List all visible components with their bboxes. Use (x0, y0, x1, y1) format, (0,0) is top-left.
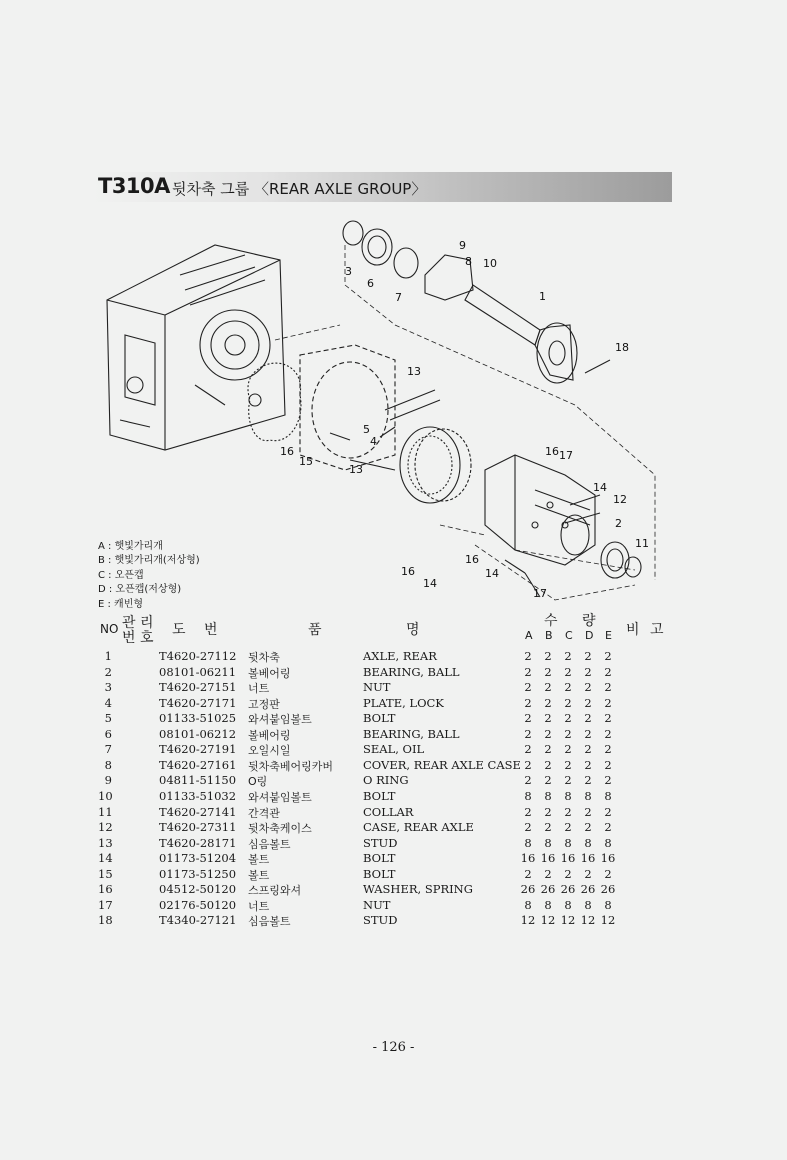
col-no: NO (100, 622, 119, 636)
row-name-korean: 볼트 (248, 868, 270, 882)
row-part-number: T4620-27141 (159, 804, 237, 819)
axle-shaft (465, 285, 577, 383)
axle-housing (300, 345, 395, 470)
table-row (98, 758, 678, 774)
row-qty-a: 2 (524, 820, 532, 835)
legend-item: B : 햇빛가리개(저상형) (98, 555, 200, 567)
row-part-number: 01173-51204 (159, 851, 237, 866)
row-name-english: BEARING, BALL (363, 726, 460, 741)
row-part-number: 01133-51032 (159, 788, 237, 803)
row-name-korean: 볼트 (248, 853, 270, 867)
row-part-number: T4620-27161 (159, 757, 237, 772)
row-name-korean: 와셔붙임볼트 (248, 713, 312, 727)
row-qty-d: 2 (584, 820, 592, 835)
col-bango: 번 호 (122, 630, 154, 646)
row-no: 18 (98, 913, 113, 928)
transmission-housing (107, 245, 285, 450)
callout-18: 18 (615, 341, 629, 354)
row-name-english: STUD (363, 835, 398, 850)
row-part-number: T4620-27311 (159, 820, 237, 835)
row-qty-c: 2 (564, 680, 572, 695)
row-qty-e: 2 (604, 711, 612, 726)
row-name-english: COVER, REAR AXLE CASE (363, 757, 521, 772)
row-qty-b: 2 (544, 757, 552, 772)
table-row (98, 680, 678, 696)
row-no: 13 (98, 835, 113, 850)
row-no: 4 (104, 695, 112, 710)
callout-16c: 16 (465, 553, 479, 566)
row-name-english: SEAL, OIL (363, 742, 425, 757)
row-no: 17 (98, 897, 113, 912)
row-part-number: T4620-27112 (159, 649, 237, 663)
row-qty-b: 2 (544, 711, 552, 726)
row-no: 7 (104, 742, 112, 757)
row-qty-e: 2 (604, 757, 612, 772)
row-no: 3 (104, 680, 112, 695)
row-qty-b: 12 (540, 913, 556, 928)
row-no: 10 (98, 788, 113, 803)
row-qty-c: 8 (564, 788, 572, 803)
callout-3: 3 (345, 265, 352, 278)
row-name-korean: 뒷차축베어링카버 (248, 759, 334, 773)
row-part-number: 04512-50120 (159, 882, 237, 897)
row-qty-d: 16 (580, 851, 596, 866)
row-qty-d: 2 (584, 680, 592, 695)
row-qty-c: 2 (564, 820, 572, 835)
row-qty-a: 2 (524, 680, 532, 695)
row-qty-c: 8 (564, 897, 572, 912)
row-qty-b: 2 (544, 695, 552, 710)
row-qty-d: 26 (580, 882, 596, 897)
row-qty-a: 2 (524, 757, 532, 772)
row-qty-c: 2 (564, 804, 572, 819)
row-qty-d: 2 (584, 773, 592, 788)
row-qty-e: 2 (604, 726, 612, 741)
row-qty-d: 2 (584, 742, 592, 757)
row-qty-e: 2 (604, 866, 612, 881)
callout-8: 8 (465, 255, 472, 268)
row-part-number: 04811-51150 (159, 773, 237, 788)
legend-item: E : 캐빈형 (98, 598, 144, 610)
table-row (98, 913, 678, 929)
row-qty-e: 2 (604, 649, 612, 663)
row-qty-b: 16 (540, 851, 556, 866)
row-no: 14 (98, 851, 113, 866)
table-row (98, 836, 678, 852)
table-row (98, 882, 678, 898)
table-row (98, 742, 678, 758)
callout-12: 12 (613, 493, 627, 506)
row-part-number: 08101-06212 (159, 726, 237, 741)
callout-13b: 13 (349, 463, 363, 476)
row-name-english: BOLT (363, 711, 396, 726)
row-name-korean: O링 (248, 775, 268, 789)
row-qty-e: 12 (600, 913, 616, 928)
table-row (98, 789, 678, 805)
row-qty-d: 2 (584, 726, 592, 741)
row-qty-d: 2 (584, 866, 592, 881)
row-name-english: PLATE, LOCK (363, 695, 444, 710)
row-qty-b: 2 (544, 804, 552, 819)
callout-11: 11 (635, 537, 649, 550)
col-myeong: 명 (406, 622, 420, 638)
row-name-english: AXLE, REAR (363, 649, 437, 663)
row-qty-a: 2 (524, 711, 532, 726)
row-qty-d: 8 (584, 897, 592, 912)
row-qty-e: 2 (604, 664, 612, 679)
row-qty-e: 2 (604, 804, 612, 819)
row-part-number: T4340-27121 (159, 913, 237, 928)
row-qty-d: 12 (580, 913, 596, 928)
row-qty-e: 2 (604, 773, 612, 788)
row-name-english: STUD (363, 913, 398, 928)
row-qty-b: 8 (544, 835, 552, 850)
row-qty-a: 2 (524, 695, 532, 710)
row-qty-c: 2 (564, 649, 572, 663)
row-qty-e: 2 (604, 820, 612, 835)
parts-table-header (98, 610, 678, 644)
table-row (98, 867, 678, 883)
model-legend (98, 540, 200, 612)
row-qty-a: 2 (524, 804, 532, 819)
row-qty-b: 2 (544, 773, 552, 788)
row-name-korean: 뒷차축케이스 (248, 822, 312, 836)
row-qty-c: 2 (564, 773, 572, 788)
row-qty-d: 2 (584, 649, 592, 663)
row-qty-e: 26 (600, 882, 616, 897)
row-no: 2 (104, 664, 112, 679)
page-number: - 126 - (372, 1040, 415, 1055)
row-name-english: CASE, REAR AXLE (363, 820, 474, 835)
row-name-english: WASHER, SPRING (363, 882, 473, 897)
row-qty-d: 8 (584, 835, 592, 850)
row-qty-c: 12 (560, 913, 576, 928)
row-name-english: NUT (363, 897, 391, 912)
row-name-korean: 간격관 (248, 806, 280, 820)
row-qty-e: 2 (604, 695, 612, 710)
row-name-korean: 볼베어링 (248, 666, 291, 680)
row-name-korean: 볼베어링 (248, 728, 291, 742)
callout-16b: 16 (545, 445, 559, 458)
row-qty-c: 8 (564, 835, 572, 850)
col-d: D (585, 629, 594, 642)
callout-14a: 14 (593, 481, 607, 494)
row-qty-c: 2 (564, 757, 572, 772)
callout-10: 10 (483, 257, 497, 270)
callout-16a: 16 (280, 445, 294, 458)
row-qty-c: 2 (564, 664, 572, 679)
row-qty-a: 2 (524, 664, 532, 679)
callout-17a: 17 (559, 449, 573, 462)
row-name-english: BEARING, BALL (363, 664, 460, 679)
row-qty-e: 16 (600, 851, 616, 866)
col-go: 고 (650, 622, 664, 638)
callout-17b: 17 (533, 587, 547, 600)
row-qty-b: 2 (544, 742, 552, 757)
group-code: T310A (98, 174, 170, 198)
row-qty-c: 26 (560, 882, 576, 897)
row-qty-a: 12 (520, 913, 536, 928)
row-name-english: NUT (363, 680, 391, 695)
row-qty-e: 2 (604, 680, 612, 695)
gasket (248, 363, 301, 441)
col-su: 수 (544, 613, 558, 629)
row-qty-a: 2 (524, 649, 532, 663)
table-row (98, 696, 678, 712)
row-qty-a: 16 (520, 851, 536, 866)
row-qty-a: 8 (524, 788, 532, 803)
row-no: 9 (104, 773, 112, 788)
row-no: 5 (104, 711, 112, 726)
row-part-number: 01133-51025 (159, 711, 237, 726)
row-name-korean: 오일시일 (248, 744, 291, 758)
legend-item: D : 오픈캡(저상형) (98, 584, 182, 596)
row-qty-c: 2 (564, 695, 572, 710)
row-part-number: T4620-27191 (159, 742, 237, 757)
legend-item: A : 햇빛가리개 (98, 541, 163, 552)
row-qty-b: 2 (544, 680, 552, 695)
callout-14b: 14 (485, 567, 499, 580)
row-qty-c: 2 (564, 742, 572, 757)
callout-14c: 14 (423, 577, 437, 590)
row-qty-b: 2 (544, 726, 552, 741)
table-row (98, 805, 678, 821)
col-kanri: 관 리 (122, 615, 154, 631)
callout-13a: 13 (407, 365, 421, 378)
table-row (98, 851, 678, 867)
callout-16d: 16 (401, 565, 415, 578)
row-name-korean: 뒷차축 (248, 651, 280, 664)
row-qty-a: 26 (520, 882, 536, 897)
row-name-korean: 고정판 (248, 697, 280, 711)
row-no: 16 (98, 882, 113, 897)
row-qty-e: 2 (604, 742, 612, 757)
callout-7: 7 (395, 291, 402, 304)
col-c: C (565, 629, 573, 642)
table-row (98, 649, 678, 665)
table-row (98, 727, 678, 743)
row-name-korean: 스프링와셔 (248, 884, 302, 898)
col-a: A (525, 629, 533, 642)
row-part-number: 01173-51250 (159, 866, 237, 881)
row-no: 12 (98, 820, 113, 835)
callout-4: 4 (370, 435, 377, 448)
row-qty-d: 2 (584, 711, 592, 726)
row-name-english: BOLT (363, 851, 396, 866)
row-part-number: T4620-27171 (159, 695, 237, 710)
row-qty-c: 2 (564, 726, 572, 741)
row-qty-b: 26 (540, 882, 556, 897)
callout-1: 1 (539, 290, 546, 303)
rear-axle-case (485, 455, 595, 565)
row-part-number: T4620-27151 (159, 680, 237, 695)
row-qty-b: 2 (544, 649, 552, 663)
row-qty-e: 8 (604, 835, 612, 850)
row-qty-e: 8 (604, 897, 612, 912)
row-part-number: 08101-06211 (159, 664, 237, 679)
row-name-korean: 심음볼트 (248, 837, 291, 851)
row-name-english: COLLAR (363, 804, 414, 819)
row-name-english: BOLT (363, 866, 396, 881)
row-name-english: BOLT (363, 788, 396, 803)
legend-item: C : 오픈캡 (98, 569, 144, 581)
row-qty-a: 2 (524, 866, 532, 881)
row-name-korean: 너트 (248, 682, 270, 696)
row-qty-d: 2 (584, 664, 592, 679)
col-beon: 번 (204, 622, 218, 638)
row-qty-a: 8 (524, 835, 532, 850)
table-row (98, 898, 678, 914)
row-qty-b: 8 (544, 897, 552, 912)
row-name-english: O RING (363, 773, 409, 788)
row-qty-a: 2 (524, 742, 532, 757)
table-row (98, 773, 678, 789)
row-qty-a: 2 (524, 773, 532, 788)
row-name-korean: 심음볼트 (248, 915, 291, 929)
row-qty-b: 2 (544, 820, 552, 835)
table-row (98, 665, 678, 681)
row-part-number: T4620-28171 (159, 835, 237, 850)
row-no: 6 (104, 726, 112, 741)
callout-9: 9 (459, 239, 466, 252)
row-qty-c: 16 (560, 851, 576, 866)
group-title: 뒷차축 그룹 〈REAR AXLE GROUP〉 (172, 180, 427, 198)
row-name-korean: 너트 (248, 899, 270, 913)
row-name-korean: 와셔붙임볼트 (248, 790, 312, 804)
row-no: 8 (104, 757, 112, 772)
table-row (98, 711, 678, 727)
row-part-number: 02176-50120 (159, 897, 237, 912)
row-qty-e: 8 (604, 788, 612, 803)
row-qty-d: 2 (584, 695, 592, 710)
row-qty-c: 2 (564, 866, 572, 881)
col-bi: 비 (626, 622, 640, 638)
row-no: 11 (98, 804, 113, 819)
row-qty-b: 2 (544, 866, 552, 881)
callout-15: 15 (299, 455, 313, 468)
col-pum: 품 (308, 622, 322, 638)
col-b: B (545, 629, 553, 642)
row-qty-b: 2 (544, 664, 552, 679)
callout-2: 2 (615, 517, 622, 530)
col-e: E (605, 629, 612, 642)
callout-5: 5 (363, 423, 370, 436)
row-qty-a: 2 (524, 726, 532, 741)
row-no: 15 (98, 866, 113, 881)
col-do: 도 (172, 622, 186, 638)
col-ryang: 량 (582, 613, 596, 629)
row-qty-a: 8 (524, 897, 532, 912)
callout-6: 6 (367, 277, 374, 290)
row-qty-c: 2 (564, 711, 572, 726)
row-no: 1 (104, 649, 112, 663)
row-qty-d: 2 (584, 804, 592, 819)
table-row (98, 820, 678, 836)
row-qty-d: 2 (584, 757, 592, 772)
row-qty-b: 8 (544, 788, 552, 803)
row-qty-d: 8 (584, 788, 592, 803)
